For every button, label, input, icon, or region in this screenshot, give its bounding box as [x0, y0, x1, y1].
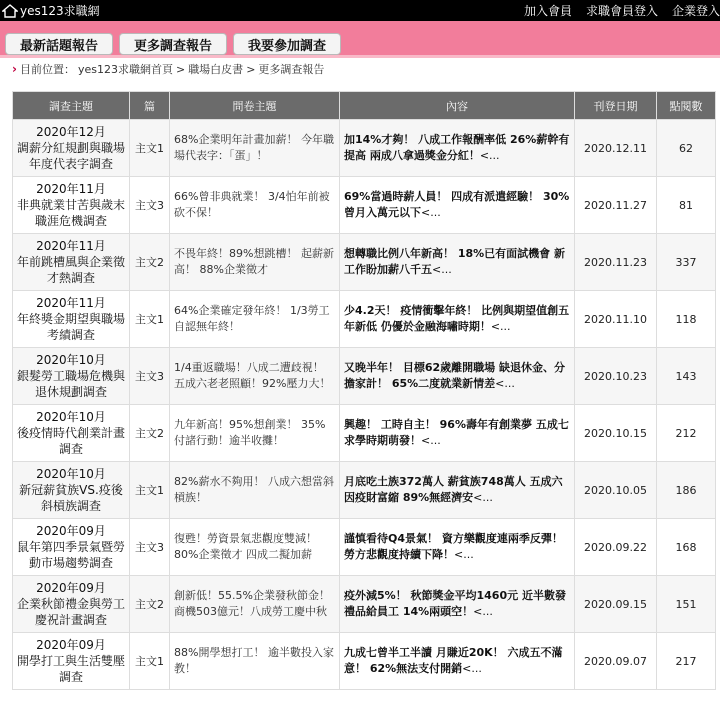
views-cell: 337	[657, 234, 716, 291]
read-more-link[interactable]: <...	[479, 149, 500, 162]
date-cell: 2020.09.22	[575, 519, 657, 576]
question-text: 創新低！55.5%企業發秋節金！ 商機503億元！八成勞工慶中秋	[174, 589, 330, 618]
topic-cell[interactable]	[13, 462, 130, 519]
part-cell: 主文3	[130, 177, 170, 234]
topic-month: 2020年10月	[36, 467, 106, 481]
content-wrap	[344, 474, 570, 506]
content-cell[interactable]	[340, 405, 575, 462]
topic-cell[interactable]	[13, 177, 130, 234]
content-wrap	[344, 132, 570, 164]
topic-title[interactable]: 非典就業甘苦與歲末職涯危機調查	[17, 198, 126, 228]
question-text: 88%開學想打工！ 逾半數投入家教！	[174, 646, 334, 675]
survey-table	[12, 91, 716, 690]
tab-bar-divider	[0, 55, 720, 58]
table-row[interactable]	[13, 120, 716, 177]
content-wrap	[344, 189, 570, 221]
content-text: 興趣！ 工時自主！ 96%壽年有創業夢 五成七求學時期萌發！	[344, 418, 569, 447]
breadcrumb	[0, 58, 720, 80]
breadcrumb-current: 更多調查報告	[258, 63, 325, 76]
views-cell: 81	[657, 177, 716, 234]
content-cell[interactable]	[340, 234, 575, 291]
topic-cell[interactable]	[13, 234, 130, 291]
views-cell: 217	[657, 633, 716, 690]
date-cell: 2020.12.11	[575, 120, 657, 177]
question-cell[interactable]	[170, 120, 340, 177]
part-cell: 主文2	[130, 576, 170, 633]
breadcrumb-sep: >	[246, 62, 256, 76]
content-text: 月底吃土族372萬人 薪貧族748萬人 五成六因疫財富縮 89%無經濟安	[344, 475, 563, 504]
topic-month: 2020年09月	[36, 524, 106, 538]
content-cell[interactable]	[340, 291, 575, 348]
content-wrap	[344, 246, 570, 278]
content-text: 加14%才夠！ 八成工作報酬率低 26%薪幹有提高 兩成八拿過獎金分紅！	[344, 133, 570, 162]
topic-title[interactable]: 開學打工與生活雙壓調查	[17, 654, 126, 684]
content-cell[interactable]	[340, 177, 575, 234]
table-row[interactable]	[13, 519, 716, 576]
col-header-date: 刊登日期	[575, 92, 657, 120]
part-cell: 主文3	[130, 348, 170, 405]
table-row[interactable]	[13, 291, 716, 348]
question-cell[interactable]	[170, 633, 340, 690]
topic-title[interactable]: 新冠薪貧族VS.疫後斜槓族調查	[19, 483, 123, 513]
topic-month: 2020年09月	[36, 638, 106, 652]
question-text: 66%曾非典就業！ 3/4怕年前被砍不保！	[174, 190, 330, 219]
views-cell: 62	[657, 120, 716, 177]
col-header-views: 點閱數	[657, 92, 716, 120]
date-cell: 2020.11.23	[575, 234, 657, 291]
content-wrap	[344, 645, 570, 677]
date-cell: 2020.11.10	[575, 291, 657, 348]
read-more-link[interactable]: <...	[495, 377, 515, 390]
question-text: 復甦！勞資景氣悲觀度雙減！ 80%企業徵才 四成二擬加薪	[174, 532, 317, 561]
question-cell[interactable]	[170, 462, 340, 519]
topic-title[interactable]: 年終獎金期望與職場考績調查	[17, 312, 126, 342]
read-more-link[interactable]: <...	[473, 491, 493, 504]
topic-cell[interactable]	[13, 633, 130, 690]
content-cell[interactable]	[340, 462, 575, 519]
content-cell[interactable]	[340, 576, 575, 633]
topic-title[interactable]: 年前跳槽風與企業徵才熱調查	[17, 255, 126, 285]
tab-more-reports[interactable]: 更多調查報告	[119, 33, 227, 55]
topic-month: 2020年11月	[36, 296, 106, 310]
part-cell: 主文1	[130, 633, 170, 690]
table-row[interactable]	[13, 405, 716, 462]
col-header-topic: 調查主題	[13, 92, 130, 120]
views-cell: 186	[657, 462, 716, 519]
topic-month: 2020年09月	[36, 581, 106, 595]
topic-cell[interactable]	[13, 120, 130, 177]
read-more-link[interactable]: <...	[473, 605, 493, 618]
breadcrumb-sep: >	[175, 62, 186, 76]
table-row[interactable]	[13, 177, 716, 234]
topic-cell[interactable]	[13, 519, 130, 576]
chevron-right-icon: ›	[12, 62, 17, 76]
read-more-link[interactable]: <...	[432, 263, 452, 276]
topic-cell[interactable]	[13, 576, 130, 633]
question-cell[interactable]	[170, 234, 340, 291]
question-cell[interactable]	[170, 405, 340, 462]
topic-cell[interactable]	[13, 348, 130, 405]
date-cell: 2020.10.05	[575, 462, 657, 519]
date-cell: 2020.09.15	[575, 576, 657, 633]
question-text: 82%薪水不夠用！ 八成六想當斜槓族！	[174, 475, 334, 504]
brand[interactable]	[0, 2, 100, 19]
topic-month: 2020年10月	[36, 410, 106, 424]
read-more-link[interactable]: <...	[421, 434, 441, 447]
part-cell: 主文2	[130, 405, 170, 462]
tab-latest-reports[interactable]: 最新話題報告	[5, 33, 113, 55]
table-row[interactable]	[13, 234, 716, 291]
home-icon	[2, 4, 18, 18]
content-wrap	[344, 303, 570, 335]
part-cell: 主文1	[130, 462, 170, 519]
views-cell: 118	[657, 291, 716, 348]
content-cell[interactable]	[340, 120, 575, 177]
date-cell: 2020.10.23	[575, 348, 657, 405]
table-row[interactable]	[13, 576, 716, 633]
topic-title[interactable]: 銀髮勞工職場危機與退休規劃調查	[17, 369, 126, 399]
tab-join-survey[interactable]: 我要參加調查	[233, 33, 341, 55]
col-header-content: 內容	[340, 92, 575, 120]
col-header-question: 問卷主題	[170, 92, 340, 120]
part-cell: 主文1	[130, 120, 170, 177]
content-wrap	[344, 531, 570, 563]
question-cell[interactable]	[170, 291, 340, 348]
content-text: 九成七曾半工半讀 月賺近20K！ 六成五不滿意！ 62%無法支付開銷	[344, 646, 563, 675]
table-row[interactable]	[13, 462, 716, 519]
breadcrumb-home[interactable]: yes123求職網首頁	[77, 63, 173, 76]
topic-title[interactable]: 後疫情時代創業計畫調查	[17, 426, 126, 456]
content-text: 少4.2天！ 疫情衝擊年終！ 比例與期望值創五年新低 仍優於金融海嘯時期！	[344, 304, 570, 333]
top-bar	[0, 0, 720, 21]
table-row[interactable]	[13, 348, 716, 405]
company-login-link[interactable]: 企業登入	[671, 4, 720, 18]
col-header-part: 篇	[130, 92, 170, 120]
tab-bar	[0, 21, 720, 58]
breadcrumb-prefix: 目前位置：	[19, 63, 75, 76]
content-text: 想轉職比例八年新高！ 18%已有面試機會 新工作盼加薪八千五	[344, 247, 565, 276]
table-header	[13, 92, 716, 120]
content-text: 又晚半年！ 目標62歲離開職場 缺退休金、分擔家計！ 65%二度就業新情差	[344, 361, 565, 390]
date-cell: 2020.10.15	[575, 405, 657, 462]
question-text: 64%企業確定發年終！ 1/3勞工自認無年終！	[174, 304, 330, 333]
topic-title[interactable]: 調薪分紅規劃與職場年度代表字調查	[17, 141, 126, 171]
question-cell[interactable]	[170, 519, 340, 576]
read-more-link[interactable]: <...	[490, 320, 511, 333]
question-cell[interactable]	[170, 177, 340, 234]
read-more-link[interactable]: <...	[421, 206, 441, 219]
table-row[interactable]	[13, 633, 716, 690]
jobseeker-login-link[interactable]: 求職會員登入	[585, 4, 658, 18]
breadcrumb-whitepaper[interactable]: 職場白皮書	[188, 63, 244, 76]
content-wrap	[344, 360, 570, 392]
date-cell: 2020.11.27	[575, 177, 657, 234]
views-cell: 212	[657, 405, 716, 462]
content-cell[interactable]	[340, 519, 575, 576]
part-cell: 主文1	[130, 291, 170, 348]
topic-month: 2020年11月	[36, 182, 106, 196]
read-more-link[interactable]: <...	[462, 662, 482, 675]
content-cell[interactable]	[340, 348, 575, 405]
join-member-link[interactable]: 加入會員	[523, 4, 572, 18]
part-cell: 主文3	[130, 519, 170, 576]
topic-month: 2020年10月	[36, 353, 106, 367]
content-text: 69%當過時薪人員！ 四成有派遣經驗！ 30%曾月入萬元以下	[344, 190, 570, 219]
topic-title[interactable]: 企業秋節禮金與勞工慶祝計畫調查	[17, 597, 126, 627]
views-cell: 168	[657, 519, 716, 576]
part-cell: 主文2	[130, 234, 170, 291]
topic-month: 2020年12月	[36, 125, 106, 139]
question-text: 不畏年終！89%想跳槽！ 起薪新高！ 88%企業徵才	[174, 247, 334, 276]
topic-month: 2020年11月	[36, 239, 106, 253]
content-wrap	[344, 417, 570, 449]
question-text: 九年新高！95%想創業！ 35%付諸行動！逾半收攤！	[174, 418, 326, 447]
date-cell: 2020.09.07	[575, 633, 657, 690]
question-text: 1/4重返職場！八成二遭歧視！ 五成六老老照顧！92%壓力大！	[174, 361, 331, 390]
question-cell[interactable]	[170, 348, 340, 405]
content-wrap	[344, 588, 570, 620]
topic-cell[interactable]	[13, 291, 130, 348]
content-text: 疫外減5%！ 秋節獎金平均1460元 近半數發禮品給員工 14%兩頭空！	[344, 589, 566, 618]
question-cell[interactable]	[170, 576, 340, 633]
topic-title[interactable]: 鼠年第四季景氣暨勞動市場趨勢調查	[17, 540, 126, 570]
read-more-link[interactable]: <...	[454, 548, 474, 561]
content-text: 謹慎看待Q4景氣！ 資方樂觀度連兩季反彈！ 勞方悲觀度持續下降！	[344, 532, 563, 561]
brand-name: yes123求職網	[20, 4, 100, 18]
topic-cell[interactable]	[13, 405, 130, 462]
content-cell[interactable]	[340, 633, 575, 690]
views-cell: 143	[657, 348, 716, 405]
question-text: 68%企業明年計畫加薪！ 今年職場代表字：「蛋」！	[174, 133, 334, 162]
views-cell: 151	[657, 576, 716, 633]
